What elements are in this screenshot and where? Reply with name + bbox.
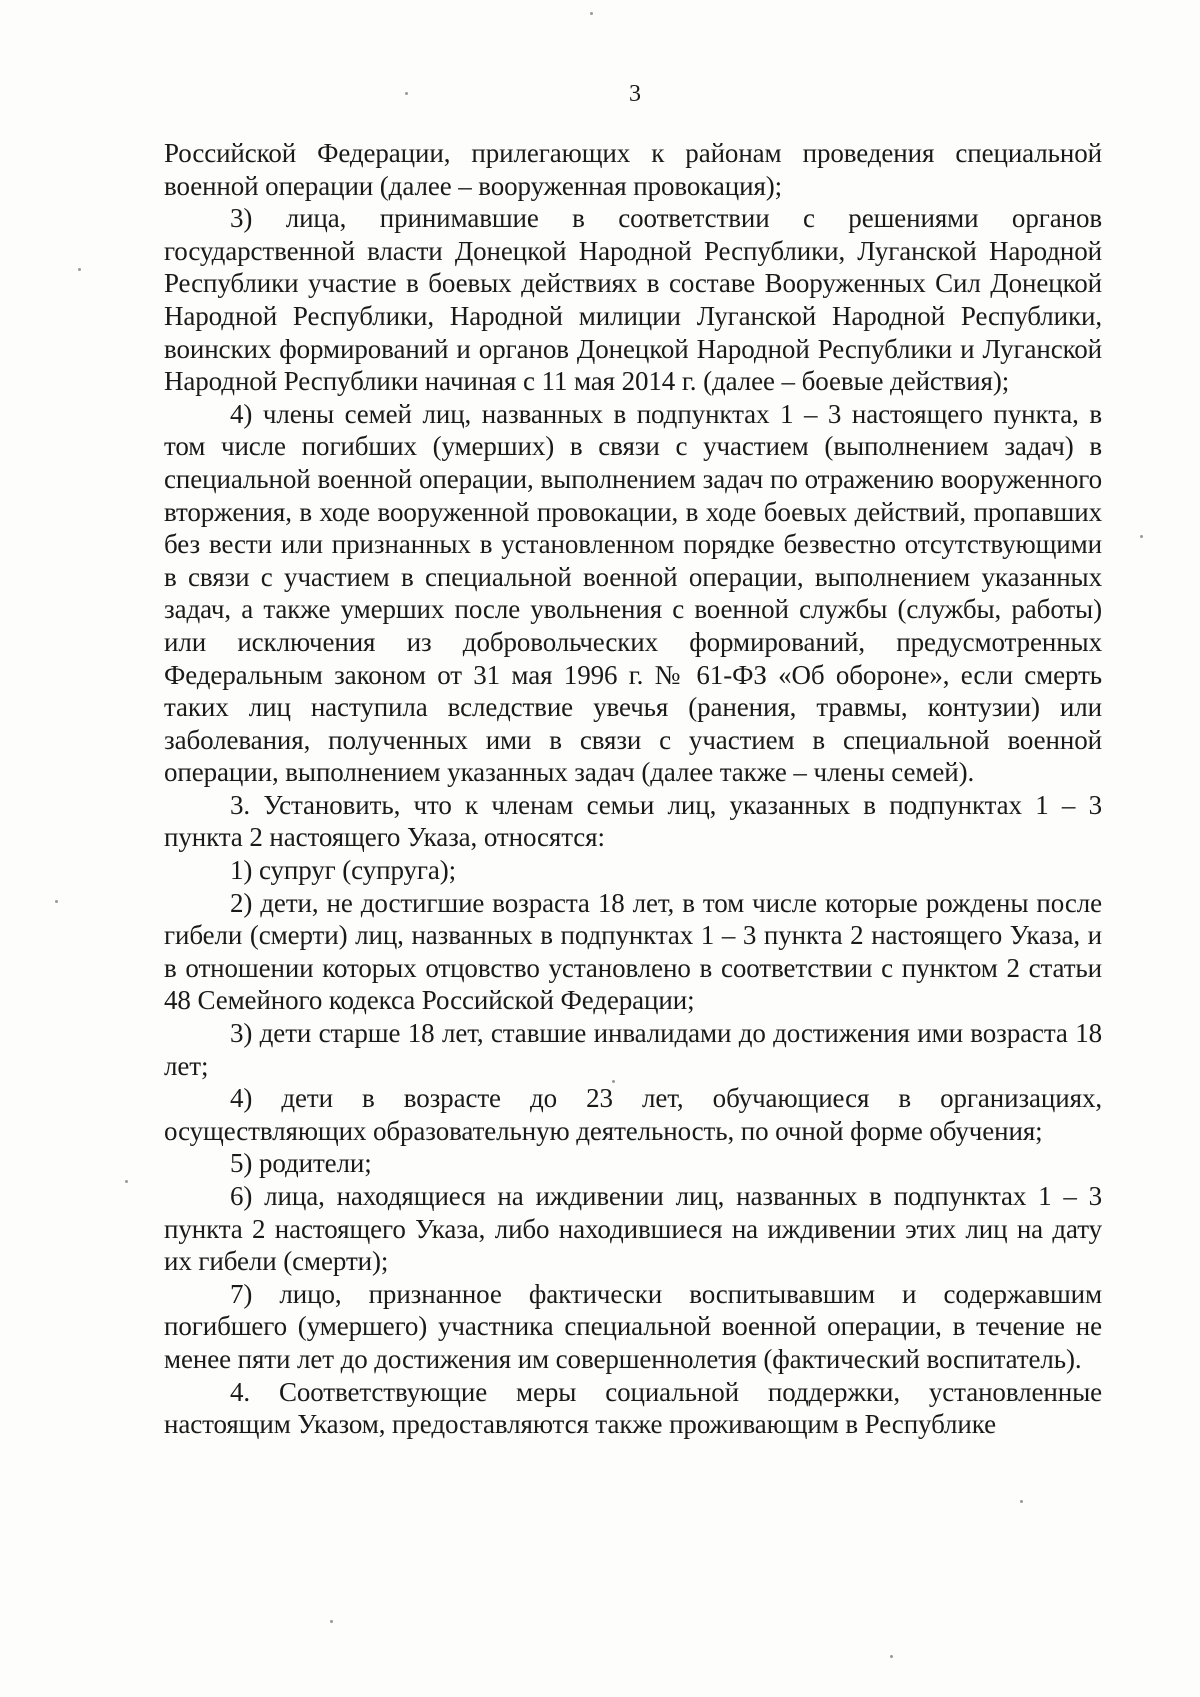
scan-speck [405, 92, 408, 95]
document-body [164, 137, 1102, 1441]
paragraph-clause-3-item-4: 4) дети в возрасте до 23 лет, обучающиеся в организациях, осуществляющих образовательную деятельность, по очной форме обучения; [164, 1083, 1102, 1146]
page-number: 3 [629, 81, 641, 107]
paragraph-clause-3-item-5: 5) родители; [230, 1148, 372, 1179]
paragraph-clause-3-item-6: 6) лица, находящиеся на иждивении лиц, названных в подпунктах 1 – 3 пункта 2 настоящего Указа, либо находившиеся на иждивении этих лиц на дату их гибели (смерти); [164, 1181, 1102, 1277]
scan-speck [1140, 535, 1143, 538]
scan-speck [1020, 1500, 1023, 1503]
scan-speck [125, 1180, 128, 1183]
paragraph-clause-3: 3. Установить, что к членам семьи лиц, указанных в подпунктах 1 – 3 пункта 2 настоящего Указа, относятся: [164, 789, 1102, 853]
paragraph-clause-3-item-3: 3) дети старше 18 лет, ставшие инвалидами до достижения ими возраста 18 лет; [164, 1018, 1102, 1081]
paragraph-clause-3-item-1: 1) супруг (супруга); [230, 855, 457, 886]
paragraph-clause-3-item-7: 7) лицо, признанное фактически воспитывавшим и содержавшим погибшего (умершего) участника специальной военной операции, в течение не менее пяти лет до достижения им совершеннолетия (фактический воспитатель). [164, 1278, 1102, 1374]
scan-speck [612, 1080, 615, 1083]
paragraph-clause-4: 4. Соответствующие меры социальной поддержки, установленные настоящим Указом, предоставляются также проживающим в Республике [164, 1376, 1102, 1440]
scan-speck [55, 900, 58, 903]
paragraph-item-4-family-members: 4) члены семей лиц, названных в подпунктах 1 – 3 настоящего пункта, в том числе погибших (умерших) в связи с участием (выполнением задач) в специальной военной операции, выполнением задач по отражению вооруженного вторжения, в ходе вооруженной провокации, в ходе боевых действий, пропавших без вести или признанных в установленном порядке безвестно отсутствующими в связи с участием в специальной военной операции, выполнением указанных задач, а также умерших после увольнения с военной службы (службы, работы) или исключения из добровольческих формирований, предусмотренных Федеральным законом от 31 мая 1996 г. № 61-ФЗ «Об обороне», если смерть таких лиц наступила вследствие увечья (ранения, травмы, контузии) или заболевания, полученных ими в связи с участием в специальной военной операции, выполнением указанных задач (далее также – члены семей). [164, 398, 1102, 788]
scan-speck [78, 268, 81, 271]
scan-speck [890, 1655, 893, 1658]
paragraph-continuation: Российской Федерации, прилегающих к районам проведения специальной военной операции (далее – вооруженная провокация); [164, 138, 1102, 201]
scan-speck [590, 12, 593, 15]
scan-speck [330, 1620, 333, 1623]
paragraph-clause-3-item-2: 2) дети, не достигшие возраста 18 лет, в том числе которые рождены после гибели (смерти) лиц, названных в подпунктах 1 – 3 пункта 2 настоящего Указа, и в отношении которых отцовство установлено в соответствии с пунктом 2 статьи 48 Семейного кодекса Российской Федерации; [164, 887, 1102, 1016]
paragraph-item-3-persons: 3) лица, принимавшие в соответствии с решениями органов государственной власти Донецкой Народной Республики, Луганской Народной Республики участие в боевых действиях в составе Вооруженных Сил Донецкой Народной Республики, Народной милиции Луганской Народной Республики, воинских формирований и органов Донецкой Народной Республики и Луганской Народной Республики начиная с 11 мая 2014 г. (далее – боевые действия); [164, 203, 1102, 397]
